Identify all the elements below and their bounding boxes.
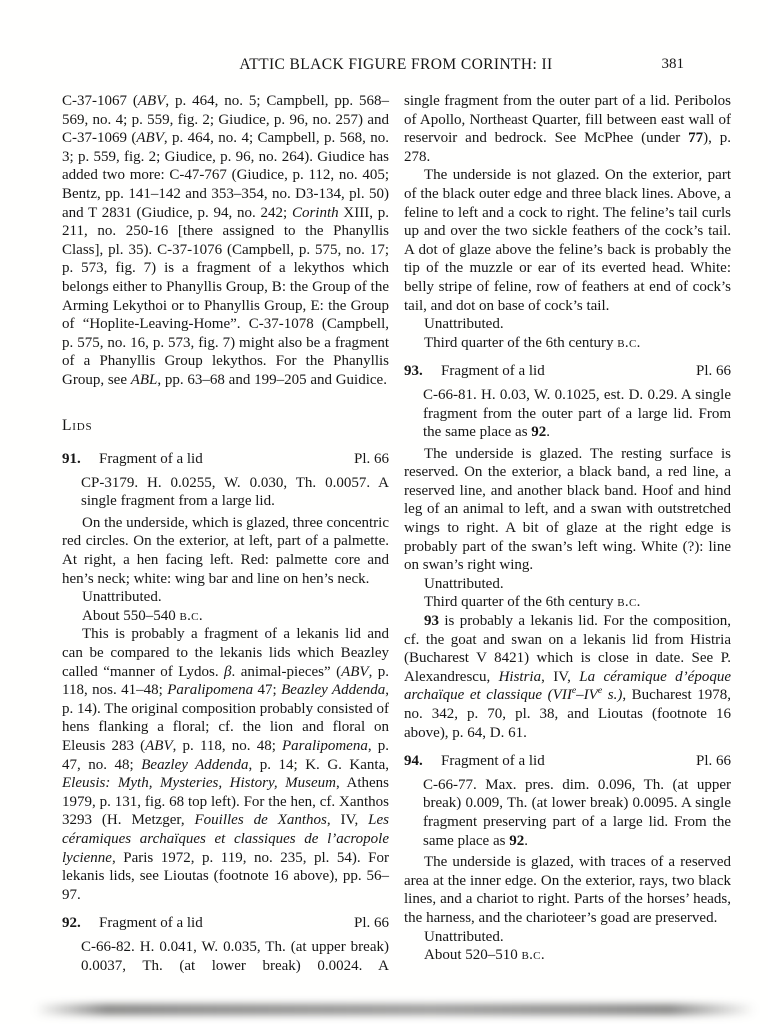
continuation-paragraph: C-37-1067 (ABV, p. 464, no. 5; Campbell, pp. 568–569, no. 4; p. 559, fig. 2; Giudice, p. 96, no. 257) and C-37-1069 (ABV, p. 464, no. 4; Campbell, p. 568, no. 3; p. 559, fig. 2; Giudice, p. 96, no. 264). Giudice has added two more: C-47-767 (Giudice, p. 112, no. 405; Bentz, pp. 141–142 and 353–354, no. D3-134, pl. 50) and T 2831 (Giudice, p. 94, no. 242; Corinth XIII, p. 211, no. 250-16 [there assigned to the Phanyllis Class], pl. 35). C-37-1076 (Campbell, p. 575, no. 17; p. 573, fig. 7) is a fragment of a lekythos which belongs either to Phanyllis Group, B: the Group of the Arming Lekythoi or to Phanyllis Group, E: the Group of “Hoplite-Leaving-Home”. C-37-1078 (Campbell, p. 575, no. 16, p. 573, fig. 7) might also be a fragment of a Phanyllis Group lekythos. For the Phanyllis Group, see ABL, pp. 63–68 and 199–205 and Guidice. [62, 93, 389, 388]
entry-94-description: The underside is glazed, with traces of a reserved area at the inner edge. On the exterior, rays, two black lines, and a chariot to right. Parts of the horses’ heads, the harness, and the charioteer’s goad are preserved. [404, 854, 731, 926]
entry-93-description: The underside is glazed. The resting surface is reserved. On the exterior, a black band, a red line, a reserved line, and another black band. Hoof and hind leg of an animal to left, and a swan with outstretched wings to right. A bit of glaze at the right edge is probably part of the swan’s left wing. White (?): line on swan’s right wing. [404, 445, 731, 574]
entry-93-heading [404, 362, 731, 381]
two-column-text-block [62, 92, 731, 978]
running-head: ATTIC BLACK FIGURE FROM CORINTH: II [239, 56, 553, 73]
section-heading-lids: Lids [62, 416, 93, 434]
entry-92-heading [62, 914, 389, 933]
entry-title: Fragment of a lid [441, 363, 545, 380]
entry-91-heading [62, 450, 389, 469]
entry-91-description: On the underside, which is glazed, three concentric red circles. On the exterior, at left, part of a palmette. At right, a hen facing left. Red: palmette core and hen’s neck; white: wing bar and line on hen’s neck. [62, 514, 389, 587]
entry-92-description: The underside is not glazed. On the exterior, part of the black outer edge and three black lines. Above, a feline to left and a cock to right. The feline’s tail curls up and over the two sickle feathers of the cock’s tail. A dot of glaze above the feline’s back is probably the tip of the muzzle or ear of its everted head. White: belly stripe of feline, row of feathers at end of cock’s tail, and dot on base of cock’s tail. [404, 167, 731, 314]
scan-edge-shadow [34, 1004, 756, 1015]
page-header [62, 56, 730, 76]
plate-reference: Pl. 66 [353, 915, 389, 932]
entry-94-heading [404, 752, 731, 771]
plate-reference: Pl. 66 [695, 753, 731, 770]
entry-title: Fragment of a lid [99, 915, 203, 932]
entry-92-attribution: Unattributed. [424, 316, 504, 333]
left-column [62, 92, 389, 978]
entry-93-attribution: Unattributed. [424, 575, 504, 592]
entry-number: 92. [62, 915, 81, 932]
entry-93-measurements: C-66-81. H. 0.03, W. 0.1025, est. D. 0.29. A single fragment from the outer part of a large lid. From the same place as 92. [423, 386, 731, 441]
entry-91-measurements: CP-3179. H. 0.0255, W. 0.030, Th. 0.0057. A single fragment from a large lid. [81, 474, 389, 510]
entry-93-date: Third quarter of the 6th century b.c. [424, 594, 641, 611]
entry-94-measurements: C-66-77. Max. pres. dim. 0.096, Th. (at upper break) 0.009, Th. (at lower break) 0.0095. A single fragment preserving part of a large lid. From the same place as 92. [423, 776, 731, 849]
page-number: 381 [661, 56, 684, 72]
entry-94-attribution: Unattributed. [424, 928, 504, 945]
entry-93-discussion: 93 is probably a lekanis lid. For the composition, cf. the goat and swan on a lekanis lid from Histria (Bucharest V 8421) which is close in date. See P. Alexandrescu, Histria, IV, La céramique d’époque archaïque et classique (VIIe–IVe s.), Bucharest 1978, no. 342, p. 70, pl. 38, and Lioutas (footnote 16 above), p. 64, D. 61. [404, 613, 731, 741]
entry-number: 91. [62, 451, 81, 468]
entry-number: 94. [404, 753, 423, 770]
entry-91-discussion: This is probably a fragment of a lekanis lid and can be compared to the lekanis lids which Beazley called “manner of Lydos. β. animal-pieces” (ABV, p. 118, nos. 41–48; Paralipomena 47; Beazley Addenda, p. 14). The original composition probably consisted of hens flanking a floral; cf. the lion and floral on Eleusis 283 (ABV, p. 118, no. 48; Paralipomena, p. 47, no. 48; Beazley Addenda, p. 14; K. G. Kanta, Eleusis: Myth, Mysteries, History, Museum, Athens 1979, p. 131, fig. 68 top left). For the hen, cf. Xanthos 3293 (H. Metzger, Fouilles de Xanthos, IV, Les céramiques archaïques et classiques de l’acropole lycienne, Paris 1972, p. 119, no. 235, pl. 54). For lekanis lids, see Lioutas (footnote 16 above), pp. 56–97. [62, 626, 389, 903]
plate-reference: Pl. 66 [695, 363, 731, 380]
entry-title: Fragment of a lid [99, 451, 203, 468]
entry-94-date: About 520–510 b.c. [424, 947, 545, 964]
entry-number: 93. [404, 363, 423, 380]
entry-title: Fragment of a lid [441, 753, 545, 770]
entry-91-date: About 550–540 b.c. [82, 607, 203, 624]
entry-92-measurements-continued: single fragment from the outer part of a lid. Peribolos of Apollo, Northeast Quarter, fill between east wall of reservoir and bedrock. See McPhee (under 77), p. 278. [404, 93, 731, 165]
entry-92-date: Third quarter of the 6th century b.c. [424, 334, 641, 351]
entry-91-attribution: Unattributed. [82, 589, 162, 606]
right-column [404, 92, 731, 978]
entry-92-measurements: C-66-82. H. 0.041, W. 0.035, Th. (at upper break) 0.0037, Th. (at lower break) 0.0024. A [81, 938, 389, 974]
plate-reference: Pl. 66 [353, 451, 389, 468]
